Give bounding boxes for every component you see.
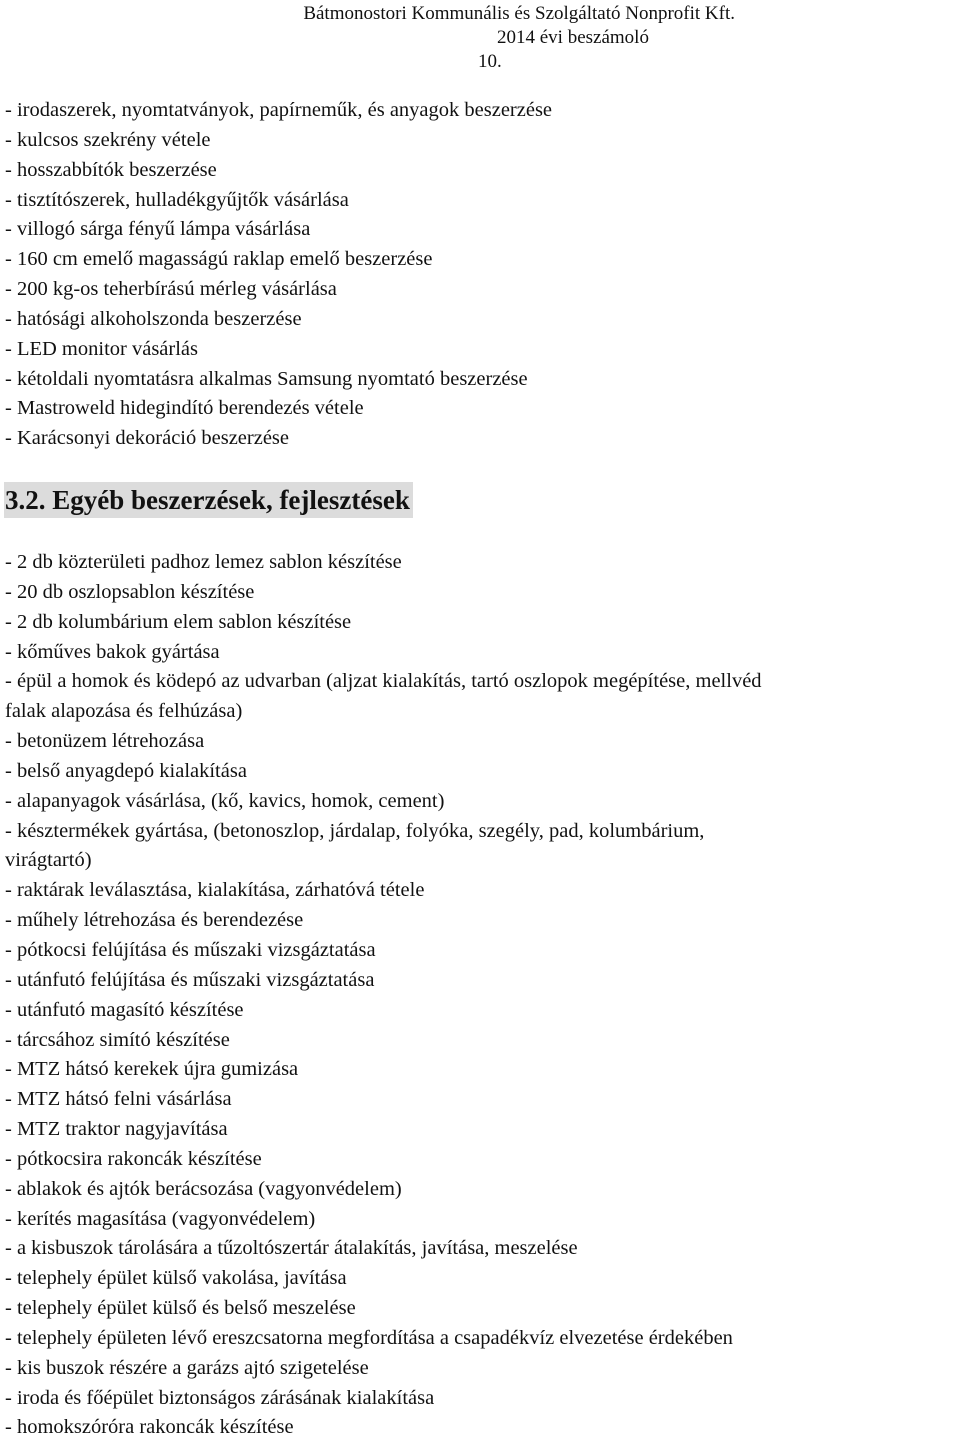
list-item: - a kisbuszok tárolására a tűzoltószertár átalakítás, javítása, meszelése [5, 1237, 578, 1260]
list-item: - iroda és főépület biztonságos zárásának kialakítása [5, 1386, 435, 1409]
header-organization: Bátmonostori Kommunális és Szolgáltató Nonprofit Kft. [303, 3, 735, 24]
list-item: - hatósági alkoholszonda beszerzése [5, 307, 302, 330]
list-item-continuation: virágtartó) [5, 849, 92, 872]
procurement-list [5, 96, 960, 454]
list-item: - 20 db oszlopsablon készítése [5, 580, 255, 603]
list-item: - hosszabbítók beszerzése [5, 158, 217, 181]
list-item: - kulcsos szekrény vétele [5, 128, 211, 151]
list-item: - betonüzem létrehozása [5, 730, 205, 753]
list-item: - telephely épület külső és belső meszelése [5, 1297, 356, 1320]
section-heading: 3.2. Egyéb beszerzések, fejlesztések [4, 482, 413, 518]
list-item: - kétoldali nyomtatásra alkalmas Samsung nyomtató beszerzése [5, 367, 528, 390]
list-item: - 200 kg-os teherbírású mérleg vásárlása [5, 278, 337, 301]
list-item: - tárcsához simító készítése [5, 1028, 230, 1051]
list-item: - Mastroweld hidegindító berendezés vétele [5, 397, 364, 420]
list-item: - kőműves bakok gyártása [5, 640, 220, 663]
list-item: - utánfutó magasító készítése [5, 998, 244, 1021]
list-item: - utánfutó felújítása és műszaki vizsgáztatása [5, 968, 375, 991]
list-item: - irodaszerek, nyomtatványok, papírneműk, és anyagok beszerzése [5, 99, 553, 121]
list-item: - MTZ hátsó felni vásárlása [5, 1088, 232, 1111]
list-item: - Karácsonyi dekoráció beszerzése [5, 427, 289, 450]
list-item: - ablakok és ajtók berácsozása (vagyonvédelem) [5, 1177, 402, 1200]
page-header [0, 2, 960, 74]
list-item: - telephely épület külső vakolása, javítása [5, 1267, 347, 1290]
list-item: - belső anyagdepó kialakítása [5, 759, 247, 782]
list-item: - pótkocsira rakoncák készítése [5, 1147, 262, 1170]
list-item: - kerítés magasítása (vagyonvédelem) [5, 1207, 316, 1230]
list-item-continuation: falak alapozása és felhúzása) [5, 700, 243, 723]
list-item: - 160 cm emelő magasságú raklap emelő beszerzése [5, 248, 433, 271]
header-report-title: 2014 évi beszámoló [497, 27, 649, 48]
list-item: - pótkocsi felújítása és műszaki vizsgáztatása [5, 938, 376, 961]
list-item: - tisztítószerek, hulladékgyűjtők vásárlása [5, 188, 349, 211]
list-item: - villogó sárga fényű lámpa vásárlása [5, 218, 311, 241]
list-item: - épül a homok és ködepó az udvarban (aljzat kialakítás, tartó oszlopok megépítése, mellvéd [5, 670, 762, 693]
list-item: - raktárak leválasztása, kialakítása, zárhatóvá tétele [5, 879, 425, 902]
development-list [5, 548, 960, 1443]
list-item: - műhely létrehozása és berendezése [5, 909, 304, 932]
list-item: - 2 db közterületi padhoz lemez sablon készítése [5, 551, 402, 573]
list-item: - telephely épületen lévő ereszcsatorna megfordítása a csapadékvíz elvezetése érdekében [5, 1326, 733, 1349]
list-item: - MTZ hátsó kerekek újra gumizása [5, 1058, 299, 1081]
list-item: - alapanyagok vásárlása, (kő, kavics, homok, cement) [5, 789, 445, 812]
list-item: - MTZ traktor nagyjavítása [5, 1118, 228, 1141]
list-item: - LED monitor vásárlás [5, 337, 198, 360]
list-item: - homokszóróra rakoncák készítése [5, 1416, 294, 1439]
list-item: - kis buszok részére a garázs ajtó szigetelése [5, 1356, 369, 1379]
list-item: - 2 db kolumbárium elem sablon készítése [5, 610, 352, 633]
page-number: 10. [478, 51, 502, 72]
list-item: - késztermékek gyártása, (betonoszlop, járdalap, folyóka, szegély, pad, kolumbárium, [5, 819, 705, 842]
